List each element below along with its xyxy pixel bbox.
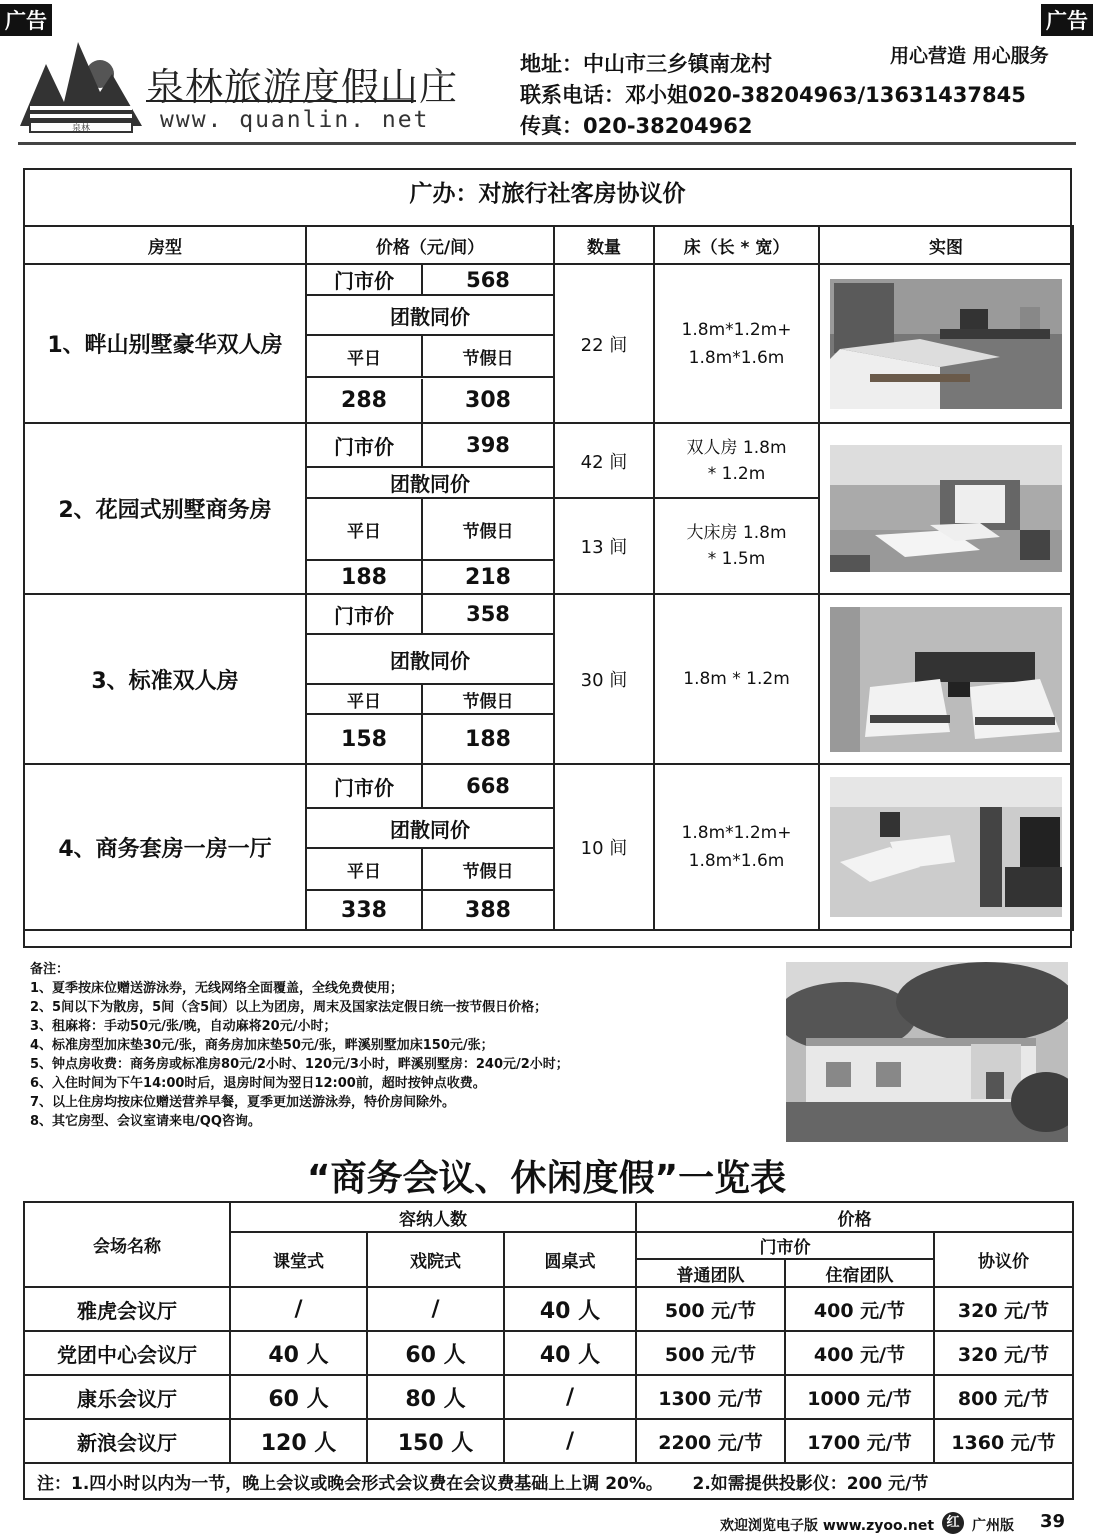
table-row (24, 1419, 1073, 1463)
stay-team-price: 400 元/节 (785, 1331, 934, 1375)
stay-team-price: 1700 元/节 (785, 1419, 934, 1463)
bed-size: 双人房 1.8m * 1.2m (654, 423, 819, 498)
notes-block (30, 960, 780, 1131)
bed-size: 大床房 1.8m * 1.5m (654, 498, 819, 594)
classroom-capacity: 120 人 (230, 1419, 367, 1463)
retail-label: 门市价 (306, 423, 422, 467)
header-round-table: 圆桌式 (504, 1232, 636, 1287)
classroom-capacity: / (230, 1287, 367, 1331)
stay-team-price: 400 元/节 (785, 1287, 934, 1331)
room-table-title: 广办：对旅行社客房协议价 (409, 181, 686, 207)
header-retail: 门市价 (636, 1232, 934, 1259)
classroom-capacity: 60 人 (230, 1375, 367, 1419)
logo-text: 泉林 (71, 124, 91, 134)
note-item: 5、钟点房收费：商务房或标准房80元/2小时、120元/3小时，畔溪别墅房：240元/2小时； (30, 1057, 569, 1072)
holiday-price: 218 (422, 560, 554, 594)
theater-capacity: 60 人 (367, 1331, 504, 1375)
holiday-label: 节假日 (422, 335, 554, 377)
footer-edition: 广州版 (972, 1518, 1014, 1534)
room-photo-cell (819, 264, 1073, 423)
table-row (24, 1331, 1073, 1375)
room-quantity: 13 间 (554, 498, 654, 594)
retail-label: 门市价 (306, 764, 422, 808)
room-name: 2、花园式别墅商务房 (24, 423, 306, 594)
ad-label-left: 广告 (0, 4, 52, 36)
header-agreed: 协议价 (934, 1232, 1073, 1287)
table-row (24, 1287, 1073, 1331)
fax-text: 传真：020-38204962 (520, 114, 753, 138)
address-text: 地址：中山市三乡镇南龙村 (520, 52, 772, 76)
weekday-price: 158 (306, 714, 422, 764)
weekday-label: 平日 (306, 684, 422, 714)
table-row (24, 594, 1073, 634)
retail-label: 门市价 (306, 594, 422, 634)
bedroom-photo (830, 445, 1062, 572)
weekday-price: 338 (306, 890, 422, 930)
website-link[interactable]: www. quanlin. net (160, 107, 430, 133)
retail-price: 358 (422, 594, 554, 634)
venue-name: 新浪会议厅 (24, 1419, 230, 1463)
header-classroom: 课堂式 (230, 1232, 367, 1287)
phone-text: 联系电话：邓小姐020-38204963/13631437845 (520, 83, 1026, 107)
normal-team-price: 2200 元/节 (636, 1419, 785, 1463)
room-quantity: 42 间 (554, 423, 654, 498)
header-stay-team: 住宿团队 (785, 1259, 934, 1287)
round-capacity: 40 人 (504, 1287, 636, 1331)
theater-capacity: 80 人 (367, 1375, 504, 1419)
normal-team-price: 500 元/节 (636, 1331, 785, 1375)
room-name: 1、畔山别墅豪华双人房 (24, 264, 306, 423)
room-name: 4、商务套房一房一厅 (24, 764, 306, 930)
slogan: 用心营造 用心服务 (890, 45, 1049, 67)
table-row (24, 764, 1073, 808)
retail-label: 门市价 (306, 264, 422, 295)
bedroom-photo (830, 777, 1062, 917)
table-row (24, 264, 1073, 295)
note-item: 8、其它房型、会议室请来电/QQ咨询。 (30, 1114, 261, 1129)
room-photo-cell (819, 594, 1073, 764)
bed-size: 1.8m * 1.2m (654, 594, 819, 764)
weekday-label: 平日 (306, 498, 422, 560)
holiday-price: 188 (422, 714, 554, 764)
table-row (24, 423, 1073, 467)
note-item: 6、入住时间为下午14:00时后，退房时间为翌日12:00前，超时按钟点收费。 (30, 1076, 486, 1091)
room-photo-cell (819, 764, 1073, 930)
theater-capacity: 150 人 (367, 1419, 504, 1463)
ad-label-right: 广告 (1041, 4, 1093, 36)
table-row (24, 1463, 1073, 1499)
retail-price: 398 (422, 423, 554, 467)
footer-badge-icon: 红 (942, 1512, 964, 1534)
venue-name: 康乐会议厅 (24, 1375, 230, 1419)
note-item: 2、5间以下为散房，5间（含5间）以上为团房，周末及国家法定假日统一按节假日价格； (30, 1000, 548, 1015)
header-price: 价格（元/间） (306, 226, 554, 264)
venue-name: 雅虎会议厅 (24, 1287, 230, 1331)
bedroom-photo (830, 607, 1062, 752)
bedroom-photo (830, 279, 1062, 409)
meeting-footnote: 注：1.四小时以内为一节，晚上会议或晚会形式会议费在会议费基础上上调 20%。 2.如需提供投影仪：200 元/节 (24, 1463, 1073, 1499)
header-capacity: 容纳人数 (230, 1202, 636, 1232)
agreed-price: 320 元/节 (934, 1287, 1073, 1331)
header-rule (18, 142, 1076, 145)
agreed-price: 1360 元/节 (934, 1419, 1073, 1463)
normal-team-price: 500 元/节 (636, 1287, 785, 1331)
group-price-label: 团散同价 (306, 808, 554, 848)
room-quantity: 30 间 (554, 594, 654, 764)
table-header-row (24, 1202, 1073, 1232)
retail-price: 668 (422, 764, 554, 808)
room-quantity: 22 间 (554, 264, 654, 423)
note-item: 4、标准房型加床垫30元/张，商务房加床垫50元/张，畔溪别墅加床150元/张； (30, 1038, 494, 1053)
stay-team-price: 1000 元/节 (785, 1375, 934, 1419)
holiday-label: 节假日 (422, 684, 554, 714)
agreed-price: 800 元/节 (934, 1375, 1073, 1419)
header-room-type: 房型 (24, 226, 306, 264)
round-capacity: / (504, 1375, 636, 1419)
venue-name: 党团中心会议厅 (24, 1331, 230, 1375)
weekday-label: 平日 (306, 335, 422, 377)
room-price-table (23, 225, 1074, 931)
header-photo: 实图 (819, 226, 1073, 264)
round-capacity: / (504, 1419, 636, 1463)
meeting-title: “商务会议、休闲度假”一览表 (306, 1158, 787, 1199)
logo-mountain-icon (16, 34, 146, 134)
header-normal-team: 普通团队 (636, 1259, 785, 1287)
header-venue: 会场名称 (24, 1202, 230, 1287)
agreed-price: 320 元/节 (934, 1331, 1073, 1375)
note-item: 3、租麻将：手动50元/张/晚，自动麻将20元/小时； (30, 1019, 337, 1034)
group-price-label: 团散同价 (306, 295, 554, 335)
round-capacity: 40 人 (504, 1331, 636, 1375)
brand-name: 泉林旅游度假山庄 (146, 65, 459, 109)
classroom-capacity: 40 人 (230, 1331, 367, 1375)
weekday-label: 平日 (306, 848, 422, 890)
holiday-price: 388 (422, 890, 554, 930)
header-quantity: 数量 (554, 226, 654, 264)
holiday-price: 308 (422, 379, 554, 423)
note-item: 7、以上住房均按床位赠送营养早餐，夏季更加送游泳券，特价房间除外。 (30, 1095, 456, 1110)
note-item: 1、夏季按床位赠送游泳券，无线网络全面覆盖，全线免费使用； (30, 981, 404, 996)
group-price-label: 团散同价 (306, 467, 554, 498)
holiday-label: 节假日 (422, 848, 554, 890)
theater-capacity: / (367, 1287, 504, 1331)
room-name: 3、标准双人房 (24, 594, 306, 764)
footer-text: 欢迎浏览电子版 www.zyoo.net (720, 1518, 935, 1534)
brand-divider (146, 100, 416, 102)
table-row (24, 1375, 1073, 1419)
header-bed-size: 床（长 * 宽） (654, 226, 819, 264)
header-price: 价格 (636, 1202, 1073, 1232)
resort-building-photo (786, 962, 1068, 1142)
room-photo-cell (819, 423, 1073, 594)
table-header-row (24, 226, 1073, 264)
group-price-label: 团散同价 (306, 634, 554, 684)
header-theater: 戏院式 (367, 1232, 504, 1287)
weekday-price: 188 (306, 560, 422, 594)
normal-team-price: 1300 元/节 (636, 1375, 785, 1419)
meeting-price-table (23, 1201, 1074, 1500)
bed-size: 1.8m*1.2m+ 1.8m*1.6m (654, 264, 819, 423)
room-quantity: 10 间 (554, 764, 654, 930)
page-number: 39 (1040, 1511, 1066, 1532)
notes-title: 备注： (30, 962, 70, 977)
weekday-price: 288 (306, 379, 422, 423)
retail-price: 568 (422, 264, 554, 295)
bed-size: 1.8m*1.2m+ 1.8m*1.6m (654, 764, 819, 930)
holiday-label: 节假日 (422, 498, 554, 560)
